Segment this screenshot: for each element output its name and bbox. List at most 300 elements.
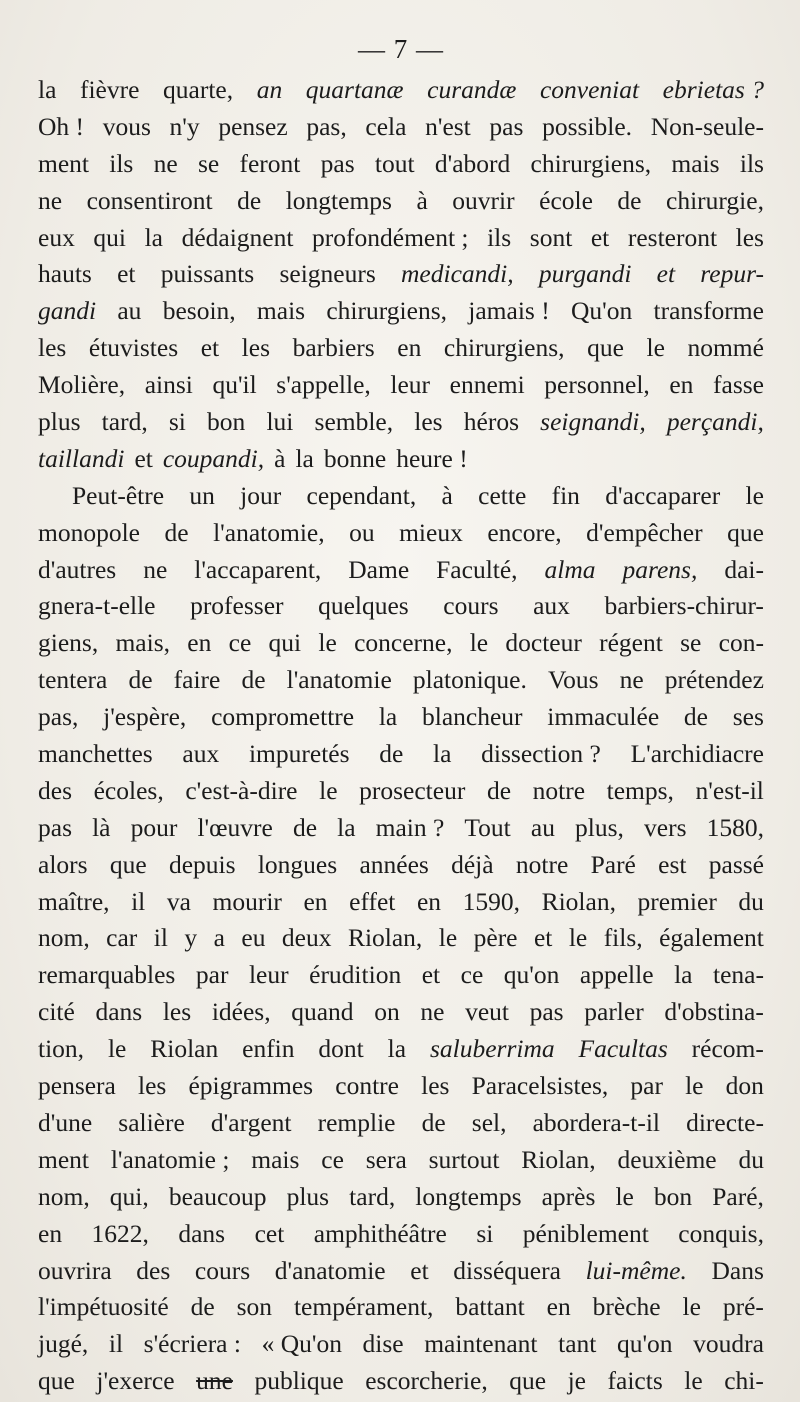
word: jamais !	[468, 296, 550, 326]
word: mais	[671, 148, 720, 178]
word: mieux	[399, 517, 463, 547]
word: les	[162, 997, 192, 1027]
word: en	[416, 886, 442, 916]
word: Paracelsistes,	[471, 1071, 609, 1101]
word: un	[189, 480, 215, 510]
word: se	[680, 628, 702, 658]
text-line	[38, 256, 764, 293]
word: d'une	[38, 1107, 93, 1137]
text-line	[38, 736, 764, 773]
word: les	[138, 1071, 167, 1101]
word: Riolan	[150, 1034, 219, 1064]
word: la	[295, 443, 314, 473]
word: eux	[38, 222, 75, 252]
text-line	[38, 1289, 764, 1326]
word: depuis	[168, 849, 236, 879]
text-line	[38, 72, 764, 109]
word: immaculée	[547, 702, 660, 732]
word: Riolan,	[347, 923, 423, 953]
word: quelques	[318, 591, 409, 621]
word: notre	[515, 849, 569, 879]
word: au	[530, 812, 555, 842]
word: leur	[248, 960, 289, 990]
word: tant	[558, 1329, 597, 1359]
word: tentera	[38, 665, 108, 695]
word: pas	[38, 812, 72, 842]
word: les	[735, 222, 764, 252]
word: taillandi	[38, 443, 125, 473]
word: gnera-t-elle	[38, 591, 156, 621]
word: d'argent	[210, 1107, 292, 1137]
word: de	[617, 185, 642, 215]
word: l'œuvre	[197, 812, 273, 842]
word: saluberrima	[429, 1034, 555, 1064]
word: pas	[489, 111, 524, 141]
word: que	[509, 1366, 547, 1396]
word: leur	[390, 370, 431, 400]
word: et	[590, 222, 610, 252]
word: en	[38, 1218, 63, 1248]
word: le	[319, 775, 338, 805]
word: récom-	[691, 1034, 764, 1064]
word: d'obstina-	[664, 997, 764, 1027]
text-line	[38, 146, 764, 183]
word: purgandi	[538, 259, 632, 289]
word: Oh !	[38, 111, 85, 141]
text-line	[38, 552, 764, 589]
word: parens,	[622, 554, 698, 584]
word: dans	[178, 1218, 226, 1248]
text-line	[38, 625, 764, 662]
word: surtout	[428, 1144, 500, 1174]
word: tard,	[101, 407, 148, 437]
word: à	[416, 185, 428, 215]
word: tena-	[712, 960, 764, 990]
text-line	[38, 884, 764, 921]
word: plus	[38, 407, 81, 437]
word: coupandi,	[162, 443, 265, 473]
text-line	[38, 441, 764, 478]
word: la	[38, 75, 57, 104]
text-line	[38, 1031, 764, 1068]
word: de	[164, 517, 189, 547]
word: fasse	[713, 370, 764, 400]
word: maître,	[38, 886, 110, 916]
word: gandi	[38, 296, 97, 326]
word: mourir	[212, 886, 282, 916]
word: nom,	[38, 1181, 90, 1211]
text-line	[38, 367, 764, 404]
word: mais	[251, 1144, 300, 1174]
word: s'écriera :	[143, 1329, 241, 1359]
word: en	[187, 628, 212, 658]
word: ils	[109, 148, 134, 178]
word: heure !	[396, 443, 468, 473]
word: de	[683, 702, 708, 732]
text-line	[38, 957, 764, 994]
body-text	[38, 72, 764, 1400]
word: ses	[732, 702, 764, 732]
word: si	[168, 407, 186, 437]
word: ainsi	[144, 370, 193, 400]
word: transforme	[653, 296, 764, 326]
word: passé	[708, 849, 764, 879]
word: la	[674, 960, 693, 990]
word: cours	[443, 591, 499, 621]
word: d'abord	[434, 148, 511, 178]
word: n'est	[425, 111, 471, 141]
word: besoin,	[162, 296, 236, 326]
word: à	[274, 443, 286, 473]
word: et	[134, 443, 153, 473]
word: n'y	[169, 111, 200, 141]
word: ils	[739, 148, 764, 178]
word: chirurgiens,	[443, 333, 565, 363]
word: de	[292, 812, 318, 842]
word: du	[738, 886, 764, 916]
word: au	[117, 296, 142, 326]
word: et	[656, 259, 676, 289]
word: je	[567, 1366, 586, 1396]
word: l'anatomie,	[213, 517, 325, 547]
word: héros	[463, 407, 519, 437]
word: L'archidiacre	[630, 739, 764, 769]
word: pas	[320, 148, 355, 178]
word: barbiers	[292, 333, 375, 363]
word: quarte,	[163, 75, 234, 104]
word: le	[745, 480, 764, 510]
word: directe-	[686, 1107, 764, 1137]
word: impuretés	[248, 739, 350, 769]
word: don	[725, 1071, 764, 1101]
word: en	[546, 1292, 571, 1322]
word: lui	[266, 407, 294, 437]
word: qui	[268, 628, 302, 658]
word: le	[646, 333, 665, 363]
word: perçandi,	[666, 407, 764, 437]
page-number: — 7 —	[358, 34, 444, 64]
word: tion,	[38, 1034, 85, 1064]
word: ennemi	[449, 370, 525, 400]
word: de	[486, 775, 512, 805]
word: régent	[599, 628, 663, 658]
word: personnel,	[544, 370, 650, 400]
word: faicts	[607, 1366, 663, 1396]
word: Qu'on	[570, 296, 633, 326]
word: quartanæ	[305, 75, 404, 104]
word: mais,	[115, 628, 171, 658]
text-line	[38, 810, 764, 847]
word: fin	[551, 480, 580, 510]
word: possible.	[542, 111, 633, 141]
word: remarquables	[38, 960, 176, 990]
word: par	[630, 1071, 663, 1101]
word: profondément ;	[312, 222, 469, 252]
word: remplie	[317, 1107, 396, 1137]
word: veut	[465, 997, 509, 1027]
word: conquis,	[678, 1218, 764, 1248]
word: voudra	[693, 1329, 764, 1359]
word: en	[303, 886, 328, 916]
word: effet	[349, 886, 396, 916]
word: brèche	[592, 1292, 661, 1322]
word: tout	[374, 148, 415, 178]
word: pensez	[218, 111, 288, 141]
word: des	[136, 1255, 171, 1285]
word: cela	[365, 111, 407, 141]
word: chi-	[724, 1366, 764, 1396]
word: contre	[335, 1071, 399, 1101]
word: Riolan,	[541, 886, 616, 916]
word: d'empêcher	[586, 517, 703, 547]
word: ne	[38, 185, 63, 215]
word: on	[374, 997, 400, 1027]
word: de	[190, 1292, 215, 1322]
word: le	[107, 1034, 127, 1064]
word: premier	[637, 886, 717, 916]
word: pour	[130, 812, 178, 842]
word: cours	[194, 1255, 251, 1285]
word: battant	[455, 1292, 525, 1322]
text-line	[38, 1363, 764, 1400]
word: de	[379, 739, 404, 769]
word: jugé,	[38, 1329, 89, 1359]
word: cette	[478, 480, 527, 510]
word: le	[615, 1181, 634, 1211]
word: sera	[365, 1144, 407, 1174]
word: docteur	[505, 628, 582, 658]
word: bon	[653, 1181, 693, 1211]
word: main ?	[375, 812, 445, 842]
word: « Qu'on	[261, 1329, 342, 1359]
word: et	[421, 960, 441, 990]
word: s'appelle,	[276, 370, 371, 400]
word: abordera-t-il	[532, 1107, 660, 1137]
word: son	[236, 1292, 273, 1322]
word: Molière,	[38, 370, 126, 400]
word: seignandi,	[540, 407, 646, 437]
word: pré-	[722, 1292, 764, 1322]
word: les	[414, 407, 443, 437]
word: j'exerce	[96, 1366, 175, 1396]
word: sont	[529, 222, 573, 252]
word: école	[539, 185, 593, 215]
word: plus	[286, 1181, 330, 1211]
word: les	[241, 333, 270, 363]
text-line	[38, 1105, 764, 1142]
word: an	[256, 75, 283, 104]
word: pas,	[38, 702, 79, 732]
word: faire	[173, 665, 221, 695]
word: la	[387, 1034, 407, 1064]
word: érudition	[309, 960, 402, 990]
word: une	[196, 1366, 233, 1396]
text-line	[38, 699, 764, 736]
word: qu'on	[616, 1329, 673, 1359]
word: dise	[362, 1329, 404, 1359]
word: qu'on	[503, 960, 560, 990]
word: dai-	[724, 554, 764, 584]
word: enfin	[242, 1034, 295, 1064]
word: mais	[256, 296, 306, 326]
word: sel,	[471, 1107, 507, 1137]
word: curandæ	[427, 75, 517, 104]
word: le	[684, 1366, 703, 1396]
word: d'autres	[38, 554, 117, 584]
word: de	[237, 185, 262, 215]
word: ce	[321, 1144, 344, 1174]
text-line	[38, 588, 764, 625]
word: en	[669, 370, 694, 400]
word: aux	[182, 739, 220, 769]
word: la	[433, 739, 452, 769]
word: n'est-il	[695, 775, 764, 805]
word: il	[108, 1329, 124, 1359]
word: ne	[153, 148, 178, 178]
word: péniblement	[522, 1218, 649, 1248]
word: à	[441, 480, 453, 510]
word: ne	[420, 997, 445, 1027]
word: conveniat	[539, 75, 640, 104]
word: ou	[349, 517, 375, 547]
word: ebrietas ?	[662, 75, 764, 104]
word: vers	[644, 812, 687, 842]
word: semble,	[314, 407, 394, 437]
word: beaucoup	[168, 1181, 267, 1211]
text-line	[38, 404, 764, 441]
word: épigrammes	[188, 1071, 314, 1101]
word: ne	[619, 665, 644, 695]
word: y	[184, 923, 198, 953]
word: se	[197, 148, 220, 178]
word: manchettes	[38, 739, 153, 769]
word: l'anatomie	[286, 665, 392, 695]
word: jour	[240, 480, 282, 510]
word: salière	[118, 1107, 185, 1137]
word: d'anatomie	[274, 1255, 386, 1285]
word: Non-seule-	[650, 111, 764, 141]
word: ne	[143, 554, 168, 584]
word: dont	[318, 1034, 364, 1064]
word: 1580,	[706, 812, 764, 842]
word: le	[685, 1071, 704, 1101]
word: en	[397, 333, 422, 363]
word: des	[38, 775, 72, 805]
word: hauts	[38, 259, 92, 289]
word: consentiront	[86, 185, 213, 215]
word: Paré,	[712, 1181, 764, 1211]
word: vous	[102, 111, 151, 141]
word: ouvrir	[452, 185, 515, 215]
word: disséquera	[453, 1255, 561, 1285]
word: ouvrira	[38, 1255, 112, 1285]
word: pas	[529, 997, 564, 1027]
word: Peut-être	[72, 480, 165, 510]
word: resteront	[627, 222, 718, 252]
word: que	[38, 1366, 75, 1396]
word: Dans	[711, 1255, 764, 1285]
word: l'accaparent,	[194, 554, 322, 584]
word: plus,	[575, 812, 624, 842]
word: et	[410, 1255, 429, 1285]
word: bonne	[323, 443, 387, 473]
text-line	[38, 1179, 764, 1216]
word: tard,	[349, 1181, 396, 1211]
word: cet	[254, 1218, 285, 1248]
word: d'accaparer	[605, 480, 721, 510]
word: qu'il	[212, 370, 257, 400]
word: cité	[38, 997, 75, 1027]
word: longtemps	[415, 1181, 522, 1211]
word: ment	[38, 1144, 89, 1174]
word: fièvre	[79, 75, 140, 104]
word: chirurgiens,	[326, 296, 447, 326]
text-line	[38, 994, 764, 1031]
word: idées,	[211, 997, 271, 1027]
text-line	[38, 847, 764, 884]
word: notre	[532, 775, 586, 805]
word: monopole	[38, 517, 140, 547]
word: prosecteur	[359, 775, 466, 805]
word: père	[473, 923, 518, 953]
word: Facultas	[578, 1034, 668, 1064]
text-line	[38, 773, 764, 810]
word: Tout	[464, 812, 511, 842]
word: nommé	[687, 333, 764, 363]
text-line	[38, 1142, 764, 1179]
word: alma	[544, 554, 596, 584]
text-line	[38, 109, 764, 146]
text-line	[38, 478, 764, 515]
word: qui,	[109, 1181, 149, 1211]
text-line	[38, 293, 764, 330]
word: dans	[95, 997, 143, 1027]
word: le	[469, 628, 489, 658]
word: que	[587, 333, 624, 363]
word: barbiers-chirur-	[604, 591, 764, 621]
word: de	[241, 665, 266, 695]
word: là	[92, 812, 111, 842]
word: puissants	[160, 259, 255, 289]
word: l'anatomie ;	[110, 1144, 230, 1174]
word: que	[109, 849, 147, 879]
word: bon	[207, 407, 246, 437]
word: et	[200, 333, 220, 363]
word: Paré	[590, 849, 636, 879]
text-line	[38, 515, 764, 552]
word: pensera	[38, 1071, 116, 1101]
word: chirurgie,	[666, 185, 764, 215]
word: années	[359, 849, 429, 879]
word: par	[195, 960, 229, 990]
word: il	[131, 886, 146, 916]
text-line	[38, 1253, 764, 1290]
word: amphithéâtre	[313, 1218, 447, 1248]
text-line	[38, 183, 764, 220]
word: cependant,	[306, 480, 417, 510]
word: ment	[38, 148, 89, 178]
word: le	[438, 923, 458, 953]
word: nom,	[38, 923, 90, 953]
word: feront	[239, 148, 301, 178]
word: va	[166, 886, 191, 916]
word: Faculté,	[436, 554, 518, 584]
word: longues	[257, 849, 338, 879]
word: a	[213, 923, 225, 953]
word: du	[738, 1144, 764, 1174]
word: c'est-à-dire	[185, 775, 298, 805]
text-line	[38, 1068, 764, 1105]
